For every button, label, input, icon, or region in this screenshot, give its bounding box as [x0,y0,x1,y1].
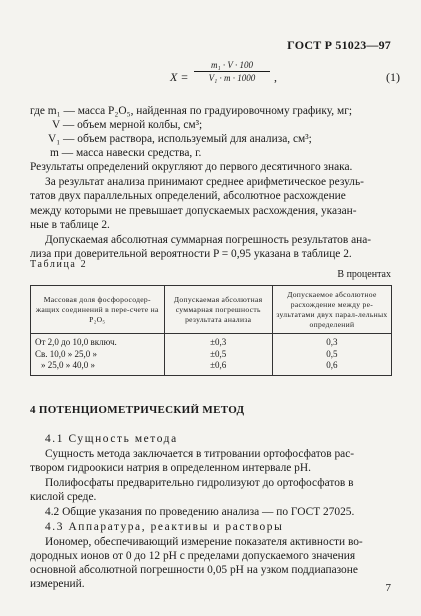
formula-1 [170,60,400,96]
error-row-1: ±0,3 [210,337,227,347]
section-4-3-line-4: измерений. [30,578,85,590]
formula-fraction [192,60,272,83]
where-line-2: V — объем мерной колбы, см³; [52,119,203,131]
range-row-2: Св. 10,0 » 25,0 » [35,348,98,359]
paragraph-error-line-1: Допускаемая абсолютная суммарная погрешность результатов ана- [45,234,372,246]
section-4-1-line-4: кислой среде. [30,491,97,503]
section-4-title: 4 ПОТЕНЦИОМЕТРИЧЕСКИЙ МЕТОД [30,404,245,416]
formula-numerator: m₁ · V · 100 [211,60,253,70]
paragraph-result-line-3: между которыми не превышает допускаемых расхождения, указан- [30,205,357,217]
document-code: ГОСТ Р 51023—97 [287,38,391,52]
paragraph-result-line-2: татов двух параллельных определений, абсолютное расхождение [30,190,346,202]
paragraph-error-line-2: лиза при доверительной вероятности P = 0,95 указана в таблице 2. [30,248,352,260]
where-line-1: где m₁ — масса P₂O₅, найденная по градуировочному графику, мг; [30,105,353,117]
where-line-4: m — масса навески средства, г. [50,147,202,159]
table-cell-range [31,334,165,376]
section-4-1-line-1: Сущность метода заключается в титровании ортофосфатов рас- [45,448,355,460]
table-unit: В процентах [337,269,391,280]
section-4-3-line-1: Иономер, обеспечивающий измерение показателя активности во- [45,536,363,548]
section-4-1-line-3: Полифосфаты предварительно гидролизуют до ортофосфатов в [45,477,354,489]
table-header-error: Допускаемая абсолютная суммарная погрешность результата анализа [164,286,272,334]
table-cell-error [164,334,272,376]
section-4-1-title: 4.1 Сущность метода [45,433,178,445]
table-cell-difference [272,334,391,376]
diff-row-2: 0,5 [326,348,338,359]
diff-row-3: 0,6 [326,360,338,370]
where-line-3: V₁ — объем раствора, используемый для анализа, см³; [48,133,312,145]
table-header-difference: Допускаемое абсолютное расхождение между ре-зультатами двух парал-лельных определений [272,286,391,334]
error-row-3: ±0,6 [210,360,227,370]
paragraph-rounding: Результаты определений округляют до первого десятичного знака. [30,161,353,173]
formula-comma: , [274,70,277,84]
paragraph-result-line-4: ные в таблице 2. [30,219,110,231]
table-caption: Таблица 2 [30,259,88,270]
equation-number: (1) [386,70,400,84]
table-2 [30,285,392,376]
section-4-3-line-2: дородных ионов от 0 до 12 pH с пределами допускаемого значения [30,550,356,562]
page-number: 7 [385,582,391,594]
range-row-1: От 2,0 до 10,0 включ. [35,337,117,347]
range-row-3: » 25,0 » 40,0 » [41,360,95,370]
section-4-3-title: 4.3 Аппаратура, реактивы и растворы [45,521,284,533]
section-4-3-line-3: основной абсолютной погрешности 0,05 pH на узком поддиапазоне [30,564,358,576]
formula-lhs: X = [170,70,189,84]
formula-denominator: V₁ · m · 1000 [208,73,256,83]
table-header-mass-fraction: Массовая доля фосфоросодер-жащих соединений в пере-счете на P₂O₅ [31,286,165,334]
section-4-1-line-2: твором гидроокиси натрия в определенном интервале pH. [30,462,311,474]
paragraph-result-line-1: За результат анализа принимают среднее арифметическое резуль- [45,176,364,188]
error-row-2: ±0,5 [210,348,227,359]
section-4-2: 4.2 Общие указания по проведению анализа — по ГОСТ 27025. [45,506,355,518]
diff-row-1: 0,3 [326,337,338,347]
